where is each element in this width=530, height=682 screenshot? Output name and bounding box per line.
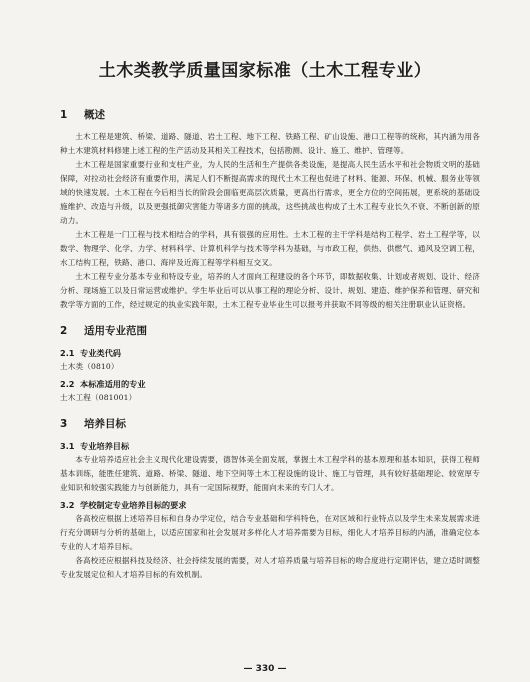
subsection-heading-2-1 <box>60 346 480 360</box>
paragraph: 土木工程是国家重要行业和支柱产业，为人民的生活和生产提供各类设施，是提高人民生活水平和社会物质文明的基础保障，对拉动社会经济有重要作用，满足人们不断提高需求的现代土木工程也促进了材料、能源、环保、机械、服务业等领域的快速发展。土木工程在今后相当长的阶段会面临更高层次质量，更高出行需求，更全方位的空间拓展，更系统的基础设施维护、改造与升级，以及更强抵御灾害能力等诸多方面的挑战，这些挑战也构成了土木工程专业长久不衰、不断创新的原动力。 <box>60 160 480 225</box>
page-number: — 330 — <box>243 664 287 674</box>
section-heading-1 <box>60 108 480 123</box>
subsection-heading-3-2 <box>60 498 480 512</box>
paragraph: 各高校应根据上述培养目标和自身办学定位，结合专业基础和学科特色，在对区域和行业特点以及学生未来发展需求进行充分调研与分析的基础上，以适应国家和社会发展对多样化人才培养需要为目标，细化人才培养目标的内涵，准确定位本专业的人才培养目标。 <box>60 514 480 551</box>
section-number: 1 <box>60 109 68 121</box>
subsection-title: 本标准适用的专业 <box>80 379 146 389</box>
paragraph: 土木工程专业分基本专业和特设专业，培养的人才面向工程建设的各个环节，即数据收集、计划或者规划、设计、经济分析、现场施工以及日常运营或维护。学生毕业后可以从事工程的理论分析、设计、规划、建造、维护保养和管理、研究和教学等方面的工作，经过规定的执业实践年限，土木工程专业毕业生可以报考并获取不同等级的相关注册职业认证资格。 <box>60 272 480 309</box>
paragraph: 土木工程是建筑、桥梁、道路、隧道、岩土工程、地下工程、铁路工程、矿山设施、港口工程等的统称，其内涵为用各种土木建筑材料修建上述工程的生产活动及其相关工程技术，包括勘测、设计、施工、维护、管理等。 <box>60 132 480 155</box>
paragraph: 本专业培养适应社会主义现代化建设需要，德智体美全面发展，掌握土木工程学科的基本原理和基本知识，获得工程师基本训练，能胜任建筑、道路、桥梁、隧道、地下空间等土木工程设施的设计、施工与管理，具有较好基础理论、较宽厚专业知识和较强实践能力与创新能力，具有一定国际视野，能面向未来的专门人才。 <box>60 455 480 492</box>
document-title: 土木类教学质量国家标准（土木工程专业） <box>98 61 432 81</box>
section-title: 概述 <box>84 109 105 121</box>
document-body <box>60 108 480 582</box>
section-heading-3 <box>60 417 480 432</box>
section-number: 2 <box>60 325 68 337</box>
subsection-number: 2.1 <box>60 348 75 358</box>
section-number: 3 <box>60 418 68 430</box>
paragraph: 各高校还应根据科技及经济、社会持续发展的需要，对人才培养质量与培养目标的吻合度进行定期评估，建立适时调整专业发展定位和人才培养目标的有效机制。 <box>60 556 480 579</box>
subsection-title: 专业培养目标 <box>80 441 130 451</box>
subsection-text: 土木类（0810） <box>60 362 119 371</box>
subsection-number: 3.1 <box>60 441 75 451</box>
section-title: 适用专业范围 <box>84 325 147 337</box>
subsection-title: 学校制定专业培养目标的要求 <box>80 500 187 510</box>
subsection-text: 土木工程（081001） <box>60 393 137 402</box>
subsection-number: 2.2 <box>60 379 75 389</box>
section-title: 培养目标 <box>84 418 126 430</box>
subsection-heading-3-1 <box>60 439 480 453</box>
subsection-title: 专业类代码 <box>80 348 121 358</box>
subsection-heading-2-2 <box>60 377 480 391</box>
subsection-number: 3.2 <box>60 500 75 510</box>
paragraph: 土木工程是一门工程与技术相结合的学科，具有很强的应用性。土木工程的主干学科是结构工程学、岩土工程学等，以数学、物理学、化学、力学、材料科学、计算机科学与技术等学科为基础，与市政工程，供热、供燃气、通风及空调工程，水工结构工程，铁路、港口、海岸及近海工程等学科相互交叉。 <box>60 230 480 267</box>
section-heading-2 <box>60 324 480 339</box>
